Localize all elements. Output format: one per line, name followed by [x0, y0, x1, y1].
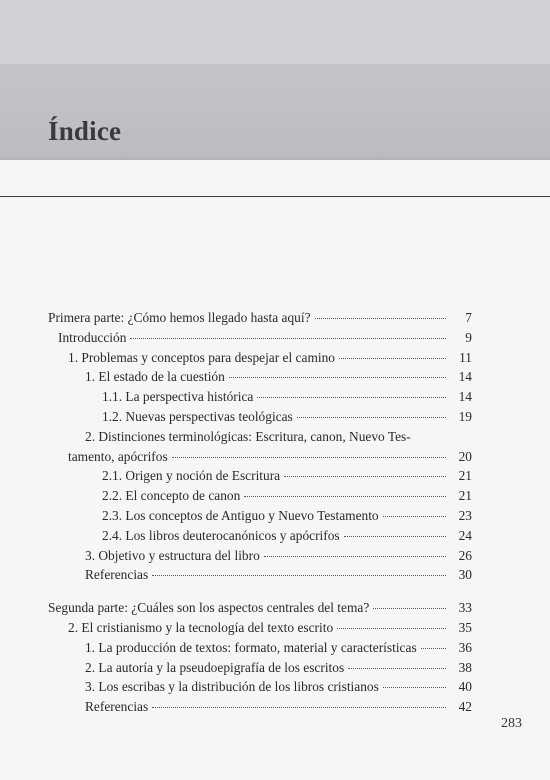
- dot-leader: [244, 496, 446, 497]
- toc-entry-label: 2.3. Los conceptos de Antiguo y Nuevo Testamento: [102, 507, 379, 523]
- toc-entry: [48, 466, 472, 486]
- dot-leader: [152, 707, 446, 708]
- dot-leader: [172, 457, 446, 458]
- toc-part: [48, 308, 472, 585]
- table-of-contents: [48, 308, 472, 717]
- dot-leader: [383, 516, 446, 517]
- toc-entry-label: Referencias: [85, 567, 149, 583]
- toc-entry-page: 14: [458, 389, 472, 405]
- toc-entry: [48, 506, 472, 526]
- toc-entry-label: 1. La producción de textos: formato, material y características: [85, 639, 417, 655]
- toc-entry-label: 2. Distinciones terminológicas: Escritura, canon, Nuevo Tes-: [85, 428, 411, 444]
- toc-entry-page: 14: [458, 369, 472, 385]
- toc-entry-page: 35: [458, 619, 472, 635]
- toc-entry: [48, 658, 472, 678]
- toc-entry-page: 42: [458, 699, 472, 715]
- dot-leader: [315, 318, 446, 319]
- toc-entry: [48, 407, 472, 427]
- toc-entry: [48, 387, 472, 407]
- toc-entry-label: 1. El estado de la cuestión: [85, 369, 225, 385]
- toc-entry-page: 20: [458, 448, 472, 464]
- dot-leader: [152, 575, 446, 576]
- toc-entry: [48, 565, 472, 585]
- toc-entry: [48, 697, 472, 717]
- dot-leader: [373, 608, 446, 609]
- toc-entry-label: Referencias: [85, 699, 149, 715]
- dot-leader: [339, 358, 446, 359]
- page-title: Índice: [48, 116, 122, 146]
- toc-entry: [48, 308, 472, 328]
- toc-entry-label: 2.2. El concepto de canon: [102, 488, 241, 504]
- toc-entry-label: Segunda parte: ¿Cuáles son los aspectos centrales del tema?: [48, 600, 370, 616]
- toc-entry-page: 7: [465, 310, 472, 325]
- dot-leader: [264, 556, 446, 557]
- dot-leader: [284, 476, 446, 477]
- dot-leader: [229, 377, 446, 378]
- toc-part: [48, 598, 472, 717]
- toc-entry-page: 26: [458, 547, 472, 563]
- dot-leader: [383, 687, 446, 688]
- toc-entry-page: 11: [459, 349, 472, 365]
- toc-entry-label: 1.2. Nuevas perspectivas teológicas: [102, 408, 293, 424]
- toc-entry-page: 24: [458, 527, 472, 543]
- toc-entry-label: 1.1. La perspectiva histórica: [102, 389, 254, 405]
- toc-entry-label: 2.4. Los libros deuterocanónicos y apócrifos: [102, 527, 340, 543]
- toc-entry: [48, 618, 472, 638]
- toc-entry-page: 33: [458, 600, 472, 616]
- toc-entry-label: 3. Los escribas y la distribución de los libros cristianos: [85, 679, 379, 695]
- toc-entry-label: Primera parte: ¿Cómo hemos llegado hasta aquí?: [48, 310, 311, 325]
- toc-entry-page: 40: [458, 679, 472, 695]
- toc-entry-label: 2. La autoría y la pseudoepigrafía de los escritos: [85, 659, 345, 675]
- dot-leader: [337, 628, 446, 629]
- toc-entry: [48, 486, 472, 506]
- toc-entry-label: Introducción: [58, 329, 127, 345]
- dot-leader: [421, 648, 446, 649]
- dot-leader: [130, 338, 446, 339]
- toc-entry-label: 1. Problemas y conceptos para despejar el camino: [68, 349, 335, 365]
- dot-leader: [348, 668, 446, 669]
- toc-entry-page: 21: [458, 488, 472, 504]
- toc-entry-label: 2. El cristianismo y la tecnología del texto escrito: [68, 619, 334, 635]
- toc-entry-page: 38: [458, 659, 472, 675]
- toc-entry: [48, 677, 472, 697]
- toc-entry-page: 30: [458, 567, 472, 583]
- toc-entry-page: 9: [465, 329, 472, 345]
- toc-entry: [48, 638, 472, 658]
- toc-entry-page: 21: [458, 468, 472, 484]
- toc-entry-label: 2.1. Origen y noción de Escritura: [102, 468, 281, 484]
- toc-entry-label: tamento, apócrifos: [68, 448, 168, 464]
- toc-entry: [48, 328, 472, 348]
- toc-entry: [48, 598, 472, 618]
- page-number: 283: [501, 716, 522, 731]
- toc-entry-page: 23: [458, 507, 472, 523]
- toc-entry: [48, 427, 472, 447]
- toc-entry-page: 19: [458, 408, 472, 424]
- dot-leader: [257, 397, 446, 398]
- toc-entry-label: 3. Objetivo y estructura del libro: [85, 547, 260, 563]
- dot-leader: [297, 417, 446, 418]
- header-rule: [0, 196, 550, 197]
- toc-entry: [48, 526, 472, 546]
- toc-entry: [48, 348, 472, 368]
- dot-leader: [344, 536, 446, 537]
- toc-entry-page: 36: [458, 639, 472, 655]
- toc-entry: [48, 546, 472, 566]
- toc-entry-continuation: [48, 447, 472, 467]
- toc-entry: [48, 367, 472, 387]
